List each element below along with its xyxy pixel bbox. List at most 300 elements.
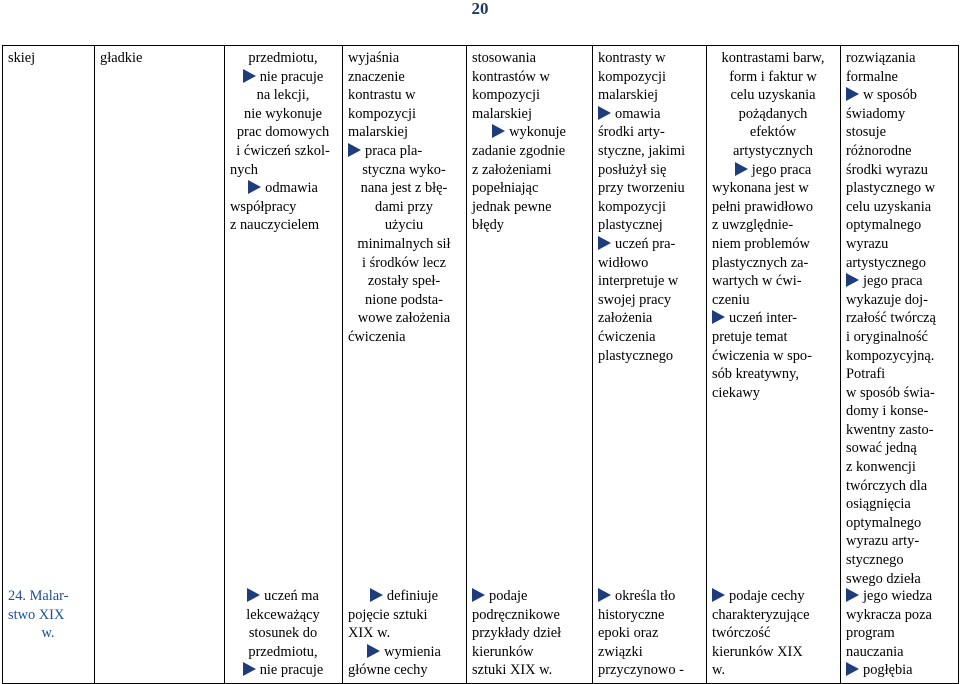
cell-text: pełni prawidłowo [712, 198, 814, 215]
text-line [348, 291, 460, 310]
table-vline [94, 45, 95, 683]
text-line [598, 309, 700, 328]
text-line [846, 439, 952, 458]
cell-text: gładkie [100, 50, 143, 66]
cell-text: nie wykonuje [244, 105, 322, 122]
cell-text: kontrastu w [348, 87, 416, 104]
text-line [846, 216, 952, 235]
text-line [712, 643, 834, 662]
cell-text: kompozycji [598, 68, 666, 85]
text-line [598, 624, 700, 643]
cell-text: użyciu [384, 217, 424, 234]
cell-text: przy tworzeniu [598, 180, 685, 197]
text-line [712, 347, 834, 366]
text-line [472, 142, 586, 161]
text-line [712, 49, 834, 68]
text-line [598, 216, 700, 235]
cell-text: dami przy [375, 198, 433, 215]
text-line [846, 347, 952, 366]
cell-text: skiej [8, 50, 36, 66]
cell-text: na lekcji, [256, 87, 310, 104]
text-line [348, 254, 460, 273]
table-cell [100, 49, 218, 68]
text-line [712, 624, 834, 643]
cell-text: popełniając [472, 180, 539, 197]
cell-text: stwo XIX [8, 606, 65, 623]
bullet-line [712, 309, 834, 328]
table-cell [230, 49, 336, 235]
text-line [472, 216, 586, 235]
cell-text: pretuje temat [712, 328, 788, 345]
cell-text: plastycznego [598, 347, 674, 364]
table-cell [598, 587, 700, 680]
table-cell [712, 49, 834, 402]
text-line [712, 328, 834, 347]
cell-text: znaczenie [348, 68, 405, 85]
cell-text: przedmiotu, [248, 643, 318, 660]
text-line [846, 606, 952, 625]
text-line [712, 216, 834, 235]
text-line [598, 49, 700, 68]
cell-text: wykracza poza [846, 606, 932, 623]
cell-text: twórczych dla [846, 477, 928, 494]
cell-text: styczne, jakimi [598, 142, 686, 159]
bullet-line [846, 86, 952, 105]
cell-text: kierunków [472, 643, 534, 660]
cell-text: wyrazu [846, 235, 889, 252]
text-line [472, 661, 586, 680]
cell-text: interpretuje w [598, 273, 679, 290]
cell-text: ćwiczenia [348, 328, 406, 345]
table-vline [224, 45, 225, 683]
text-line [846, 643, 952, 662]
cell-text: podręcznikowe [472, 606, 560, 623]
text-line [846, 161, 952, 180]
bullet-line [348, 142, 460, 161]
text-line [846, 458, 952, 477]
cell-text: podaje cechy [729, 588, 805, 604]
table-cell [8, 49, 88, 68]
cell-text: formalne [846, 68, 898, 85]
text-line [598, 347, 700, 366]
table-cell [846, 587, 952, 680]
cell-text: sztuki XIX w. [472, 662, 553, 679]
text-line [230, 49, 336, 68]
cell-text: z założeniami [472, 161, 552, 178]
table-cell [598, 49, 700, 365]
triangle-bullet-icon [598, 106, 611, 120]
cell-text: wykonana jest w [712, 180, 809, 197]
cell-text: optymalnego [846, 514, 922, 531]
text-line [598, 272, 700, 291]
cell-text: nauczania [846, 643, 904, 660]
text-line [230, 105, 336, 124]
triangle-bullet-icon [492, 124, 505, 138]
text-line [100, 49, 218, 68]
bullet-line [598, 235, 700, 254]
text-line [712, 105, 834, 124]
cell-text: wowe założenia [357, 310, 451, 327]
bullet-line [230, 68, 336, 87]
cell-text: określa tło [615, 588, 676, 604]
text-line [712, 235, 834, 254]
triangle-bullet-icon [846, 87, 859, 101]
cell-text: twórczość [712, 625, 771, 642]
triangle-bullet-icon [367, 644, 380, 658]
cell-text: kompozycji [348, 105, 416, 122]
cell-text: z konwencji [846, 459, 916, 476]
cell-text: posłużył się [598, 161, 667, 178]
bullet-line [230, 179, 336, 198]
cell-text: domy i konse- [846, 403, 929, 420]
cell-text: wartych w ćwi- [712, 273, 802, 290]
cell-text: program [846, 625, 895, 642]
table-cell [846, 49, 952, 588]
triangle-bullet-icon [243, 69, 256, 83]
triangle-bullet-icon [348, 143, 361, 157]
cell-text: zostały speł- [367, 273, 441, 290]
text-line [712, 254, 834, 273]
page-number: 20 [471, 0, 489, 18]
text-line [348, 68, 460, 87]
text-line [472, 49, 586, 68]
text-line [598, 123, 700, 142]
text-line [230, 142, 336, 161]
text-line [598, 328, 700, 347]
table-vline [342, 45, 343, 683]
cell-text: kontrasty w [598, 50, 666, 66]
text-line [348, 161, 460, 180]
cell-text: sować jedną [846, 440, 917, 457]
text-line [846, 49, 952, 68]
text-line [846, 421, 952, 440]
cell-text: niem problemów [712, 235, 810, 252]
text-line [846, 328, 952, 347]
cell-text: widłowo [598, 254, 649, 271]
text-line [598, 86, 700, 105]
cell-text: artystycznych [733, 142, 813, 159]
bullet-line [846, 661, 952, 680]
text-line [472, 68, 586, 87]
cell-text: epoki oraz [598, 625, 659, 642]
table-cell [230, 587, 336, 680]
triangle-bullet-icon [846, 273, 859, 287]
cell-text: minimalnych sił [357, 235, 451, 252]
cell-text: malarskiej [598, 87, 658, 104]
triangle-bullet-icon [247, 588, 260, 602]
text-line [472, 105, 586, 124]
triangle-bullet-icon [472, 588, 485, 602]
bullet-line [846, 587, 952, 606]
bullet-line [348, 643, 460, 662]
text-line [712, 86, 834, 105]
table-top-border [2, 45, 959, 46]
text-line [230, 161, 336, 180]
cell-text: w. [41, 625, 55, 642]
text-line [472, 643, 586, 662]
cell-text: prac domowych [236, 124, 330, 141]
table-cell [348, 587, 460, 680]
text-line [8, 624, 88, 643]
triangle-bullet-icon [598, 588, 611, 602]
cell-text: kwentny zasto- [846, 421, 934, 438]
cell-text: przykłady dzieł [472, 625, 562, 642]
text-line [846, 291, 952, 310]
cell-text: wykazuje doj- [846, 291, 928, 308]
cell-text: sób kreatywny, [712, 366, 799, 383]
cell-text: i oryginalność [846, 328, 928, 345]
cell-text: uczeń pra- [615, 235, 676, 252]
cell-text: środki wyrazu [846, 161, 928, 178]
text-line [8, 587, 88, 606]
cell-text: nych [230, 161, 258, 178]
cell-text: wyjaśnia [348, 50, 400, 66]
cell-text: uczeń inter- [729, 310, 798, 327]
cell-text: kompozycyjną. [846, 347, 935, 364]
table-vline [466, 45, 467, 683]
text-line [846, 142, 952, 161]
cell-text: kompozycji [598, 198, 666, 215]
cell-text: pojęcie sztuki [348, 606, 428, 623]
text-line [8, 606, 88, 625]
text-line [230, 123, 336, 142]
cell-text: współpracy [230, 198, 297, 215]
cell-text: stosunek do [248, 625, 318, 642]
text-line [712, 661, 834, 680]
table-vline [706, 45, 707, 683]
text-line [598, 68, 700, 87]
text-line [348, 105, 460, 124]
bullet-line [472, 123, 586, 142]
cell-text: różnorodne [846, 142, 912, 159]
cell-text: form i faktur w [729, 68, 817, 85]
table-cell [472, 49, 586, 235]
bullet-line [598, 587, 700, 606]
cell-text: jednak pewne [472, 198, 552, 215]
text-line [348, 179, 460, 198]
triangle-bullet-icon [712, 588, 725, 602]
cell-text: Potrafi [846, 366, 886, 383]
text-line [712, 123, 834, 142]
cell-text: czeniu [712, 291, 750, 308]
text-line [712, 179, 834, 198]
cell-text: świadomy [846, 105, 906, 122]
cell-text: wykonuje [509, 124, 566, 141]
cell-text: praca pla- [365, 142, 423, 159]
text-line [712, 272, 834, 291]
cell-text: pogłębia [863, 662, 913, 679]
table-cell [8, 587, 88, 643]
cell-text: nie pracuje [259, 68, 324, 85]
text-line [846, 123, 952, 142]
triangle-bullet-icon [846, 588, 859, 602]
cell-text: charakteryzujące [712, 606, 810, 623]
cell-text: swego dzieła [846, 570, 921, 587]
cell-text: zadanie zgodnie [472, 142, 566, 159]
text-line [230, 198, 336, 217]
text-line [712, 606, 834, 625]
bullet-line [472, 587, 586, 606]
bullet-line [846, 272, 952, 291]
cell-text: ciekawy [712, 384, 760, 401]
bullet-line [348, 587, 460, 606]
text-line [472, 161, 586, 180]
cell-text: kierunków XIX [712, 643, 803, 660]
text-line [846, 254, 952, 273]
text-line [230, 624, 336, 643]
bullet-line [598, 105, 700, 124]
cell-text: plastycznych za- [712, 254, 809, 271]
text-line [348, 198, 460, 217]
cell-text: z uwzględnie- [712, 217, 794, 234]
cell-text: główne cechy [348, 662, 428, 679]
triangle-bullet-icon [248, 180, 261, 194]
cell-text: uczeń ma [264, 588, 319, 604]
text-line [846, 402, 952, 421]
cell-text: kompozycji [472, 87, 540, 104]
table-vline [592, 45, 593, 683]
table-cell [472, 587, 586, 680]
cell-text: definiuje [386, 588, 439, 604]
cell-text: nie pracuje [259, 662, 324, 679]
cell-text: historyczne [598, 606, 665, 623]
text-line [230, 643, 336, 662]
cell-text: ćwiczenia w spo- [712, 347, 812, 364]
text-line [846, 309, 952, 328]
text-line [8, 49, 88, 68]
text-line [846, 570, 952, 589]
text-line [712, 198, 834, 217]
cell-text: kontrastów w [472, 68, 550, 85]
text-line [846, 477, 952, 496]
cell-text: środki arty- [598, 124, 665, 141]
cell-text: jego praca [863, 273, 923, 290]
text-line [846, 551, 952, 570]
text-line [598, 254, 700, 273]
table-cell [348, 49, 460, 347]
text-line [846, 495, 952, 514]
cell-text: styczna wyko- [362, 161, 446, 178]
text-line [846, 624, 952, 643]
text-line [472, 606, 586, 625]
text-line [846, 384, 952, 403]
text-line [348, 235, 460, 254]
text-line [348, 661, 460, 680]
cell-text: przyczynowo - [598, 662, 684, 679]
text-line [472, 198, 586, 217]
text-line [348, 624, 460, 643]
text-line [598, 161, 700, 180]
triangle-bullet-icon [712, 310, 725, 324]
cell-text: efektów [749, 124, 797, 141]
cell-text: nana jest z błę- [360, 180, 448, 197]
text-line [348, 86, 460, 105]
text-line [348, 123, 460, 142]
text-line [598, 291, 700, 310]
text-line [348, 272, 460, 291]
table-vline [958, 45, 959, 683]
text-line [230, 606, 336, 625]
cell-text: omawia [615, 105, 661, 122]
bullet-line [712, 587, 834, 606]
cell-text: w sposób [863, 87, 917, 104]
cell-text: plastycznego w [846, 180, 936, 197]
text-line [846, 235, 952, 254]
triangle-bullet-icon [243, 662, 256, 676]
cell-text: stosuje [846, 124, 886, 141]
cell-text: i ćwiczeń szkol- [236, 142, 330, 159]
cell-text: 24. Malar- [8, 588, 69, 604]
text-line [598, 179, 700, 198]
cell-text: optymalnego [846, 217, 922, 234]
cell-text: rzałość twórczą [846, 310, 936, 327]
cell-text: odmawia [265, 180, 318, 197]
cell-text: związki [598, 643, 643, 660]
cell-text: nione podsta- [365, 291, 443, 308]
text-line [598, 142, 700, 161]
cell-text: stycznego [846, 552, 904, 569]
cell-text: kontrastami barw, [721, 50, 825, 66]
cell-text: celu uzyskania [730, 87, 816, 104]
text-line [348, 606, 460, 625]
table-vline [2, 45, 3, 683]
text-line [712, 142, 834, 161]
text-line [846, 514, 952, 533]
cell-text: pożądanych [738, 105, 808, 122]
text-line [230, 216, 336, 235]
triangle-bullet-icon [370, 588, 383, 602]
text-line [472, 179, 586, 198]
cell-text: w. [712, 662, 726, 679]
text-line [712, 291, 834, 310]
cell-text: celu uzyskania [846, 198, 932, 215]
cell-text: ćwiczenia [598, 328, 656, 345]
text-line [846, 365, 952, 384]
text-line [472, 86, 586, 105]
text-line [348, 216, 460, 235]
text-line [712, 68, 834, 87]
cell-text: stosowania [472, 50, 536, 66]
cell-text: wyrazu arty- [846, 533, 920, 550]
cell-text: i środków lecz [362, 254, 446, 271]
text-line [846, 532, 952, 551]
triangle-bullet-icon [846, 662, 859, 676]
bullet-line [230, 661, 336, 680]
cell-text: osiągnięcia [846, 496, 911, 513]
cell-text: lekceważący [246, 606, 320, 623]
table-vline [840, 45, 841, 683]
bullet-line [230, 587, 336, 606]
cell-text: malarskiej [472, 105, 532, 122]
cell-text: przedmiotu, [248, 50, 318, 66]
cell-text: plastycznej [598, 217, 663, 234]
cell-text: XIX w. [348, 625, 391, 642]
cell-text: z nauczycielem [230, 217, 320, 234]
text-line [598, 643, 700, 662]
text-line [846, 105, 952, 124]
text-line [846, 179, 952, 198]
cell-text: wymienia [384, 643, 441, 660]
text-line [230, 86, 336, 105]
cell-text: swojej pracy [598, 291, 672, 308]
table-cell [712, 587, 834, 680]
cell-text: założenia [598, 310, 653, 327]
cell-text: jego praca [751, 161, 812, 178]
text-line [348, 49, 460, 68]
triangle-bullet-icon [598, 236, 611, 250]
text-line [348, 328, 460, 347]
cell-text: rozwiązania [846, 50, 916, 66]
